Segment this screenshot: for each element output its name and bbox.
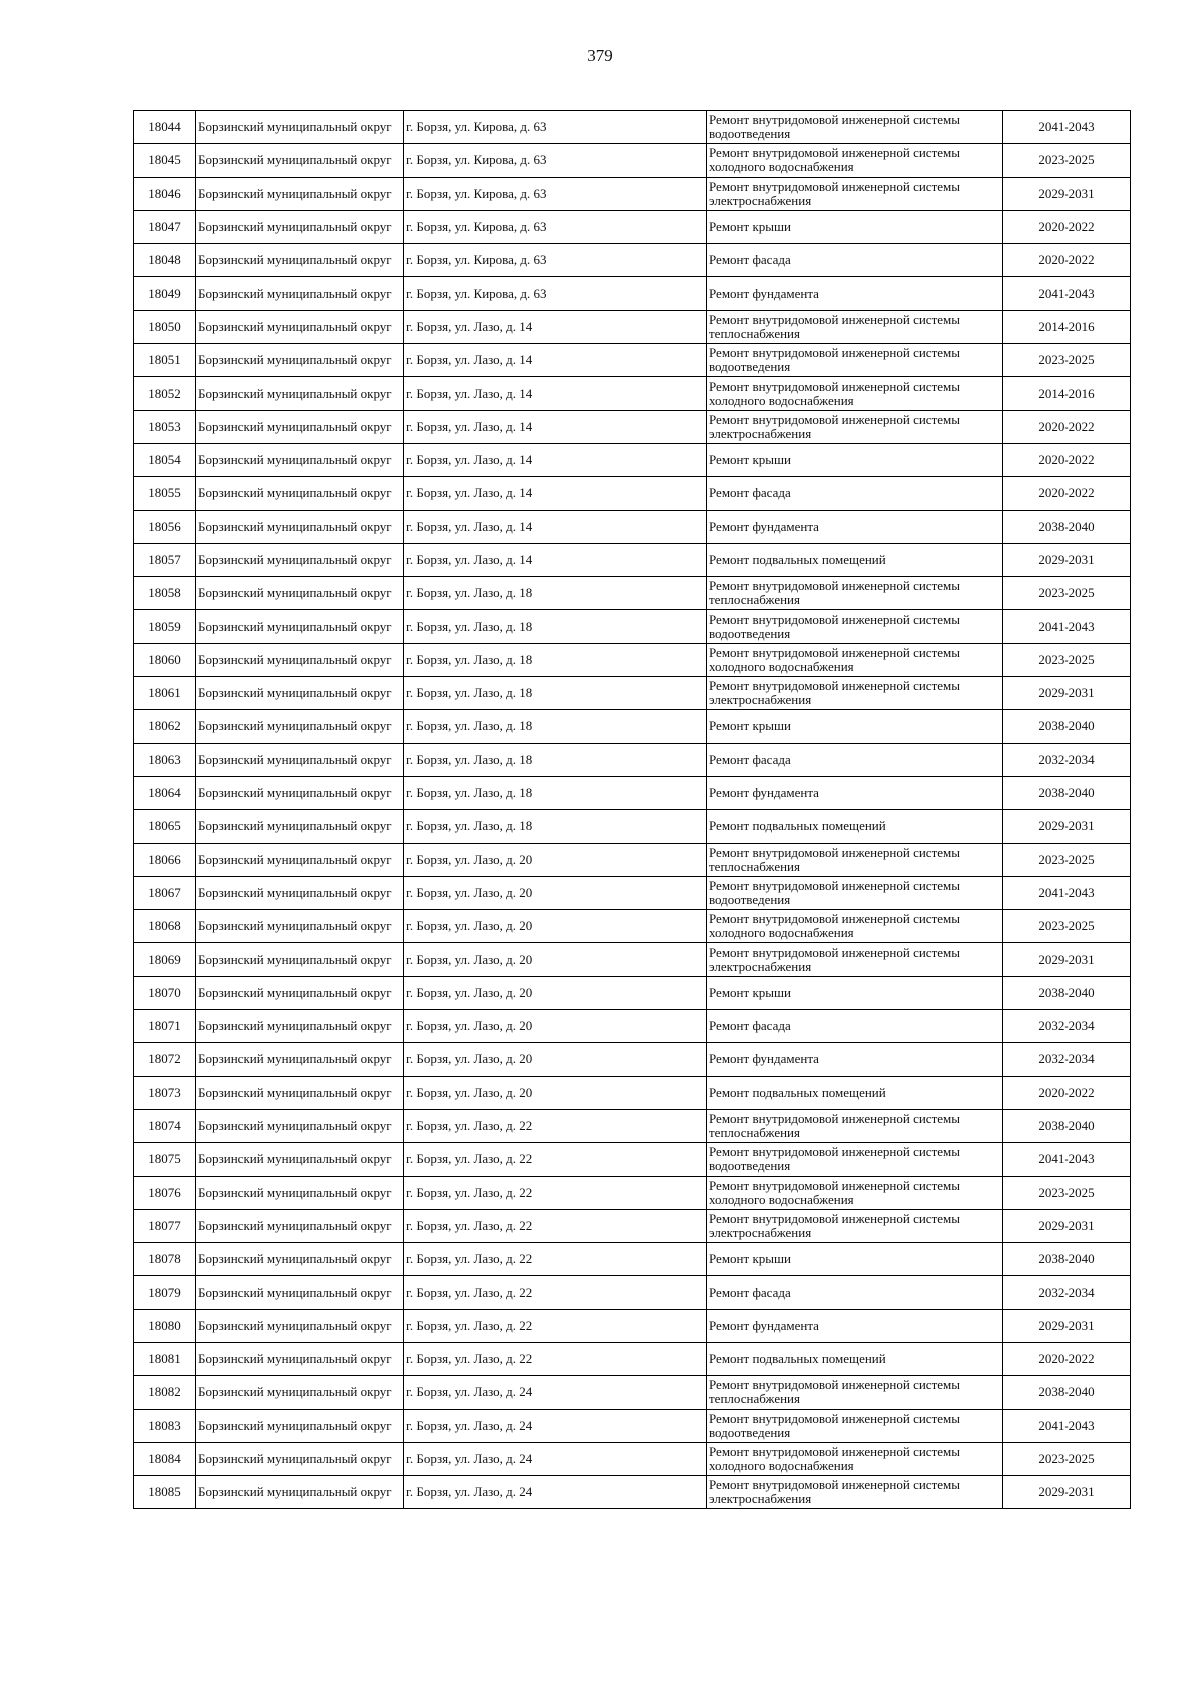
table-row bbox=[134, 244, 1131, 277]
row-number: 18046 bbox=[134, 177, 196, 210]
municipality-cell: Борзинский муниципальный округ bbox=[196, 1342, 404, 1375]
municipality-cell: Борзинский муниципальный округ bbox=[196, 510, 404, 543]
municipality-cell: Борзинский муниципальный округ bbox=[196, 277, 404, 310]
row-number: 18072 bbox=[134, 1043, 196, 1076]
table-row bbox=[134, 743, 1131, 776]
work-type-cell: Ремонт фундамента bbox=[707, 1309, 1003, 1342]
work-type-cell: Ремонт подвальных помещений bbox=[707, 1342, 1003, 1375]
period-cell: 2029-2031 bbox=[1003, 943, 1131, 976]
address-cell: г. Борзя, ул. Кирова, д. 63 bbox=[404, 210, 707, 243]
row-number: 18071 bbox=[134, 1010, 196, 1043]
work-type-cell: Ремонт внутридомовой инженерной системы холодного водоснабжения bbox=[707, 1176, 1003, 1209]
period-cell: 2020-2022 bbox=[1003, 443, 1131, 476]
municipality-cell: Борзинский муниципальный округ bbox=[196, 1243, 404, 1276]
table-row bbox=[134, 577, 1131, 610]
address-cell: г. Борзя, ул. Кирова, д. 63 bbox=[404, 111, 707, 144]
row-number: 18076 bbox=[134, 1176, 196, 1209]
row-number: 18074 bbox=[134, 1109, 196, 1142]
address-cell: г. Борзя, ул. Лазо, д. 20 bbox=[404, 1043, 707, 1076]
period-cell: 2029-2031 bbox=[1003, 1476, 1131, 1509]
table-row bbox=[134, 1376, 1131, 1409]
work-type-cell: Ремонт внутридомовой инженерной системы водоотведения bbox=[707, 344, 1003, 377]
work-type-cell: Ремонт фасада bbox=[707, 743, 1003, 776]
period-cell: 2041-2043 bbox=[1003, 876, 1131, 909]
work-type-cell: Ремонт фундамента bbox=[707, 277, 1003, 310]
row-number: 18063 bbox=[134, 743, 196, 776]
table-row bbox=[134, 510, 1131, 543]
row-number: 18077 bbox=[134, 1209, 196, 1242]
work-type-cell: Ремонт внутридомовой инженерной системы электроснабжения bbox=[707, 410, 1003, 443]
work-type-cell: Ремонт крыши bbox=[707, 210, 1003, 243]
work-type-cell: Ремонт внутридомовой инженерной системы электроснабжения bbox=[707, 1476, 1003, 1509]
address-cell: г. Борзя, ул. Лазо, д. 14 bbox=[404, 377, 707, 410]
row-number: 18056 bbox=[134, 510, 196, 543]
period-cell: 2032-2034 bbox=[1003, 1010, 1131, 1043]
municipality-cell: Борзинский муниципальный округ bbox=[196, 677, 404, 710]
table-row bbox=[134, 1010, 1131, 1043]
work-type-cell: Ремонт крыши bbox=[707, 1243, 1003, 1276]
municipality-cell: Борзинский муниципальный округ bbox=[196, 244, 404, 277]
municipality-cell: Борзинский муниципальный округ bbox=[196, 144, 404, 177]
address-cell: г. Борзя, ул. Лазо, д. 22 bbox=[404, 1209, 707, 1242]
municipality-cell: Борзинский муниципальный округ bbox=[196, 1476, 404, 1509]
row-number: 18050 bbox=[134, 310, 196, 343]
table-row bbox=[134, 710, 1131, 743]
municipality-cell: Борзинский муниципальный округ bbox=[196, 1409, 404, 1442]
municipality-cell: Борзинский муниципальный округ bbox=[196, 377, 404, 410]
period-cell: 2014-2016 bbox=[1003, 377, 1131, 410]
municipality-cell: Борзинский муниципальный округ bbox=[196, 1176, 404, 1209]
table-row bbox=[134, 610, 1131, 643]
work-type-cell: Ремонт внутридомовой инженерной системы электроснабжения bbox=[707, 1209, 1003, 1242]
municipality-cell: Борзинский муниципальный округ bbox=[196, 1442, 404, 1475]
row-number: 18058 bbox=[134, 577, 196, 610]
table-row bbox=[134, 1176, 1131, 1209]
period-cell: 2014-2016 bbox=[1003, 310, 1131, 343]
work-type-cell: Ремонт внутридомовой инженерной системы холодного водоснабжения bbox=[707, 377, 1003, 410]
row-number: 18085 bbox=[134, 1476, 196, 1509]
table-row bbox=[134, 876, 1131, 909]
municipality-cell: Борзинский муниципальный округ bbox=[196, 876, 404, 909]
row-number: 18048 bbox=[134, 244, 196, 277]
address-cell: г. Борзя, ул. Лазо, д. 18 bbox=[404, 577, 707, 610]
period-cell: 2020-2022 bbox=[1003, 210, 1131, 243]
work-type-cell: Ремонт фасада bbox=[707, 1276, 1003, 1309]
table-row bbox=[134, 1442, 1131, 1475]
period-cell: 2023-2025 bbox=[1003, 643, 1131, 676]
row-number: 18061 bbox=[134, 677, 196, 710]
address-cell: г. Борзя, ул. Лазо, д. 20 bbox=[404, 1010, 707, 1043]
period-cell: 2038-2040 bbox=[1003, 1376, 1131, 1409]
table-row bbox=[134, 1076, 1131, 1109]
repair-schedule-table bbox=[133, 110, 1131, 1509]
period-cell: 2041-2043 bbox=[1003, 277, 1131, 310]
municipality-cell: Борзинский муниципальный округ bbox=[196, 1376, 404, 1409]
table-row bbox=[134, 1276, 1131, 1309]
work-type-cell: Ремонт внутридомовой инженерной системы теплоснабжения bbox=[707, 1109, 1003, 1142]
address-cell: г. Борзя, ул. Лазо, д. 24 bbox=[404, 1476, 707, 1509]
period-cell: 2041-2043 bbox=[1003, 1143, 1131, 1176]
row-number: 18051 bbox=[134, 344, 196, 377]
municipality-cell: Борзинский муниципальный округ bbox=[196, 543, 404, 576]
municipality-cell: Борзинский муниципальный округ bbox=[196, 177, 404, 210]
row-number: 18078 bbox=[134, 1243, 196, 1276]
municipality-cell: Борзинский муниципальный округ bbox=[196, 111, 404, 144]
municipality-cell: Борзинский муниципальный округ bbox=[196, 710, 404, 743]
address-cell: г. Борзя, ул. Лазо, д. 22 bbox=[404, 1276, 707, 1309]
work-type-cell: Ремонт внутридомовой инженерной системы холодного водоснабжения bbox=[707, 643, 1003, 676]
row-number: 18064 bbox=[134, 776, 196, 809]
address-cell: г. Борзя, ул. Лазо, д. 22 bbox=[404, 1109, 707, 1142]
work-type-cell: Ремонт фасада bbox=[707, 1010, 1003, 1043]
municipality-cell: Борзинский муниципальный округ bbox=[196, 1043, 404, 1076]
period-cell: 2029-2031 bbox=[1003, 543, 1131, 576]
work-type-cell: Ремонт крыши bbox=[707, 976, 1003, 1009]
period-cell: 2023-2025 bbox=[1003, 344, 1131, 377]
municipality-cell: Борзинский муниципальный округ bbox=[196, 577, 404, 610]
address-cell: г. Борзя, ул. Лазо, д. 22 bbox=[404, 1243, 707, 1276]
table-row bbox=[134, 1476, 1131, 1509]
address-cell: г. Борзя, ул. Лазо, д. 22 bbox=[404, 1342, 707, 1375]
row-number: 18052 bbox=[134, 377, 196, 410]
work-type-cell: Ремонт подвальных помещений bbox=[707, 1076, 1003, 1109]
work-type-cell: Ремонт внутридомовой инженерной системы электроснабжения bbox=[707, 177, 1003, 210]
period-cell: 2038-2040 bbox=[1003, 710, 1131, 743]
table-row bbox=[134, 543, 1131, 576]
table-row bbox=[134, 1409, 1131, 1442]
municipality-cell: Борзинский муниципальный округ bbox=[196, 810, 404, 843]
work-type-cell: Ремонт внутридомовой инженерной системы холодного водоснабжения bbox=[707, 1442, 1003, 1475]
period-cell: 2029-2031 bbox=[1003, 1309, 1131, 1342]
row-number: 18047 bbox=[134, 210, 196, 243]
period-cell: 2041-2043 bbox=[1003, 111, 1131, 144]
table-row bbox=[134, 1043, 1131, 1076]
municipality-cell: Борзинский муниципальный округ bbox=[196, 443, 404, 476]
table-row bbox=[134, 976, 1131, 1009]
address-cell: г. Борзя, ул. Лазо, д. 18 bbox=[404, 776, 707, 809]
row-number: 18075 bbox=[134, 1143, 196, 1176]
period-cell: 2029-2031 bbox=[1003, 810, 1131, 843]
address-cell: г. Борзя, ул. Лазо, д. 18 bbox=[404, 710, 707, 743]
period-cell: 2023-2025 bbox=[1003, 1442, 1131, 1475]
address-cell: г. Борзя, ул. Лазо, д. 18 bbox=[404, 810, 707, 843]
work-type-cell: Ремонт внутридомовой инженерной системы водоотведения bbox=[707, 876, 1003, 909]
address-cell: г. Борзя, ул. Лазо, д. 20 bbox=[404, 943, 707, 976]
municipality-cell: Борзинский муниципальный округ bbox=[196, 1276, 404, 1309]
table-row bbox=[134, 443, 1131, 476]
address-cell: г. Борзя, ул. Лазо, д. 22 bbox=[404, 1143, 707, 1176]
address-cell: г. Борзя, ул. Лазо, д. 24 bbox=[404, 1376, 707, 1409]
row-number: 18060 bbox=[134, 643, 196, 676]
period-cell: 2029-2031 bbox=[1003, 1209, 1131, 1242]
work-type-cell: Ремонт внутридомовой инженерной системы водоотведения bbox=[707, 1409, 1003, 1442]
period-cell: 2023-2025 bbox=[1003, 577, 1131, 610]
table-row bbox=[134, 410, 1131, 443]
period-cell: 2038-2040 bbox=[1003, 510, 1131, 543]
row-number: 18066 bbox=[134, 843, 196, 876]
address-cell: г. Борзя, ул. Лазо, д. 20 bbox=[404, 843, 707, 876]
period-cell: 2023-2025 bbox=[1003, 1176, 1131, 1209]
work-type-cell: Ремонт внутридомовой инженерной системы водоотведения bbox=[707, 111, 1003, 144]
period-cell: 2038-2040 bbox=[1003, 1109, 1131, 1142]
address-cell: г. Борзя, ул. Лазо, д. 18 bbox=[404, 677, 707, 710]
table-row bbox=[134, 144, 1131, 177]
period-cell: 2023-2025 bbox=[1003, 843, 1131, 876]
page-number: 379 bbox=[587, 46, 613, 65]
row-number: 18055 bbox=[134, 477, 196, 510]
row-number: 18069 bbox=[134, 943, 196, 976]
address-cell: г. Борзя, ул. Лазо, д. 14 bbox=[404, 543, 707, 576]
address-cell: г. Борзя, ул. Лазо, д. 22 bbox=[404, 1176, 707, 1209]
address-cell: г. Борзя, ул. Лазо, д. 14 bbox=[404, 443, 707, 476]
address-cell: г. Борзя, ул. Лазо, д. 22 bbox=[404, 1309, 707, 1342]
address-cell: г. Борзя, ул. Лазо, д. 24 bbox=[404, 1442, 707, 1475]
period-cell: 2032-2034 bbox=[1003, 1276, 1131, 1309]
work-type-cell: Ремонт крыши bbox=[707, 710, 1003, 743]
work-type-cell: Ремонт внутридомовой инженерной системы теплоснабжения bbox=[707, 310, 1003, 343]
address-cell: г. Борзя, ул. Лазо, д. 20 bbox=[404, 910, 707, 943]
row-number: 18082 bbox=[134, 1376, 196, 1409]
table-row bbox=[134, 477, 1131, 510]
address-cell: г. Борзя, ул. Лазо, д. 14 bbox=[404, 510, 707, 543]
work-type-cell: Ремонт внутридомовой инженерной системы водоотведения bbox=[707, 610, 1003, 643]
address-cell: г. Борзя, ул. Лазо, д. 14 bbox=[404, 344, 707, 377]
row-number: 18068 bbox=[134, 910, 196, 943]
table-row bbox=[134, 843, 1131, 876]
address-cell: г. Борзя, ул. Лазо, д. 18 bbox=[404, 610, 707, 643]
municipality-cell: Борзинский муниципальный округ bbox=[196, 910, 404, 943]
address-cell: г. Борзя, ул. Лазо, д. 14 bbox=[404, 410, 707, 443]
work-type-cell: Ремонт внутридомовой инженерной системы теплоснабжения bbox=[707, 843, 1003, 876]
row-number: 18053 bbox=[134, 410, 196, 443]
municipality-cell: Борзинский муниципальный округ bbox=[196, 843, 404, 876]
period-cell: 2038-2040 bbox=[1003, 976, 1131, 1009]
municipality-cell: Борзинский муниципальный округ bbox=[196, 410, 404, 443]
address-cell: г. Борзя, ул. Кирова, д. 63 bbox=[404, 177, 707, 210]
address-cell: г. Борзя, ул. Лазо, д. 18 bbox=[404, 643, 707, 676]
period-cell: 2029-2031 bbox=[1003, 177, 1131, 210]
work-type-cell: Ремонт фундамента bbox=[707, 510, 1003, 543]
row-number: 18084 bbox=[134, 1442, 196, 1475]
table-row bbox=[134, 810, 1131, 843]
address-cell: г. Борзя, ул. Лазо, д. 20 bbox=[404, 1076, 707, 1109]
municipality-cell: Борзинский муниципальный округ bbox=[196, 210, 404, 243]
municipality-cell: Борзинский муниципальный округ bbox=[196, 1076, 404, 1109]
table-row bbox=[134, 776, 1131, 809]
address-cell: г. Борзя, ул. Лазо, д. 18 bbox=[404, 743, 707, 776]
municipality-cell: Борзинский муниципальный округ bbox=[196, 610, 404, 643]
address-cell: г. Борзя, ул. Кирова, д. 63 bbox=[404, 244, 707, 277]
municipality-cell: Борзинский муниципальный округ bbox=[196, 1109, 404, 1142]
row-number: 18057 bbox=[134, 543, 196, 576]
work-type-cell: Ремонт фасада bbox=[707, 477, 1003, 510]
municipality-cell: Борзинский муниципальный округ bbox=[196, 1010, 404, 1043]
table-row bbox=[134, 310, 1131, 343]
row-number: 18070 bbox=[134, 976, 196, 1009]
period-cell: 2041-2043 bbox=[1003, 1409, 1131, 1442]
period-cell: 2038-2040 bbox=[1003, 1243, 1131, 1276]
table-row bbox=[134, 1309, 1131, 1342]
municipality-cell: Борзинский муниципальный округ bbox=[196, 643, 404, 676]
row-number: 18044 bbox=[134, 111, 196, 144]
municipality-cell: Борзинский муниципальный округ bbox=[196, 477, 404, 510]
municipality-cell: Борзинский муниципальный округ bbox=[196, 1209, 404, 1242]
table-row bbox=[134, 377, 1131, 410]
table-row bbox=[134, 210, 1131, 243]
row-number: 18045 bbox=[134, 144, 196, 177]
period-cell: 2032-2034 bbox=[1003, 1043, 1131, 1076]
table-row bbox=[134, 1342, 1131, 1375]
address-cell: г. Борзя, ул. Лазо, д. 14 bbox=[404, 310, 707, 343]
period-cell: 2023-2025 bbox=[1003, 144, 1131, 177]
work-type-cell: Ремонт внутридомовой инженерной системы водоотведения bbox=[707, 1143, 1003, 1176]
table-row bbox=[134, 277, 1131, 310]
table-row bbox=[134, 111, 1131, 144]
work-type-cell: Ремонт внутридомовой инженерной системы электроснабжения bbox=[707, 677, 1003, 710]
period-cell: 2020-2022 bbox=[1003, 244, 1131, 277]
period-cell: 2041-2043 bbox=[1003, 610, 1131, 643]
work-type-cell: Ремонт внутридомовой инженерной системы холодного водоснабжения bbox=[707, 910, 1003, 943]
work-type-cell: Ремонт внутридомовой инженерной системы электроснабжения bbox=[707, 943, 1003, 976]
row-number: 18079 bbox=[134, 1276, 196, 1309]
work-type-cell: Ремонт подвальных помещений bbox=[707, 543, 1003, 576]
work-type-cell: Ремонт внутридомовой инженерной системы теплоснабжения bbox=[707, 1376, 1003, 1409]
period-cell: 2020-2022 bbox=[1003, 1342, 1131, 1375]
work-type-cell: Ремонт внутридомовой инженерной системы теплоснабжения bbox=[707, 577, 1003, 610]
row-number: 18081 bbox=[134, 1342, 196, 1375]
row-number: 18083 bbox=[134, 1409, 196, 1442]
work-type-cell: Ремонт фундамента bbox=[707, 776, 1003, 809]
period-cell: 2020-2022 bbox=[1003, 1076, 1131, 1109]
address-cell: г. Борзя, ул. Кирова, д. 63 bbox=[404, 277, 707, 310]
work-type-cell: Ремонт фасада bbox=[707, 244, 1003, 277]
address-cell: г. Борзя, ул. Лазо, д. 24 bbox=[404, 1409, 707, 1442]
period-cell: 2023-2025 bbox=[1003, 910, 1131, 943]
table-body bbox=[134, 111, 1131, 1509]
address-cell: г. Борзя, ул. Лазо, д. 20 bbox=[404, 976, 707, 1009]
row-number: 18067 bbox=[134, 876, 196, 909]
row-number: 18073 bbox=[134, 1076, 196, 1109]
row-number: 18065 bbox=[134, 810, 196, 843]
row-number: 18062 bbox=[134, 710, 196, 743]
table-row bbox=[134, 177, 1131, 210]
work-type-cell: Ремонт подвальных помещений bbox=[707, 810, 1003, 843]
municipality-cell: Борзинский муниципальный округ bbox=[196, 344, 404, 377]
municipality-cell: Борзинский муниципальный округ bbox=[196, 776, 404, 809]
address-cell: г. Борзя, ул. Лазо, д. 20 bbox=[404, 876, 707, 909]
table-row bbox=[134, 1109, 1131, 1142]
municipality-cell: Борзинский муниципальный округ bbox=[196, 1309, 404, 1342]
table-row bbox=[134, 1209, 1131, 1242]
table-row bbox=[134, 910, 1131, 943]
work-type-cell: Ремонт крыши bbox=[707, 443, 1003, 476]
municipality-cell: Борзинский муниципальный округ bbox=[196, 1143, 404, 1176]
address-cell: г. Борзя, ул. Кирова, д. 63 bbox=[404, 144, 707, 177]
work-type-cell: Ремонт фундамента bbox=[707, 1043, 1003, 1076]
table-row bbox=[134, 643, 1131, 676]
row-number: 18059 bbox=[134, 610, 196, 643]
row-number: 18049 bbox=[134, 277, 196, 310]
period-cell: 2020-2022 bbox=[1003, 410, 1131, 443]
table-row bbox=[134, 1243, 1131, 1276]
address-cell: г. Борзя, ул. Лазо, д. 14 bbox=[404, 477, 707, 510]
municipality-cell: Борзинский муниципальный округ bbox=[196, 976, 404, 1009]
table-row bbox=[134, 943, 1131, 976]
period-cell: 2029-2031 bbox=[1003, 677, 1131, 710]
municipality-cell: Борзинский муниципальный округ bbox=[196, 310, 404, 343]
table-row bbox=[134, 344, 1131, 377]
work-type-cell: Ремонт внутридомовой инженерной системы холодного водоснабжения bbox=[707, 144, 1003, 177]
municipality-cell: Борзинский муниципальный округ bbox=[196, 943, 404, 976]
period-cell: 2032-2034 bbox=[1003, 743, 1131, 776]
municipality-cell: Борзинский муниципальный округ bbox=[196, 743, 404, 776]
table-row bbox=[134, 1143, 1131, 1176]
period-cell: 2020-2022 bbox=[1003, 477, 1131, 510]
row-number: 18080 bbox=[134, 1309, 196, 1342]
row-number: 18054 bbox=[134, 443, 196, 476]
table-row bbox=[134, 677, 1131, 710]
period-cell: 2038-2040 bbox=[1003, 776, 1131, 809]
